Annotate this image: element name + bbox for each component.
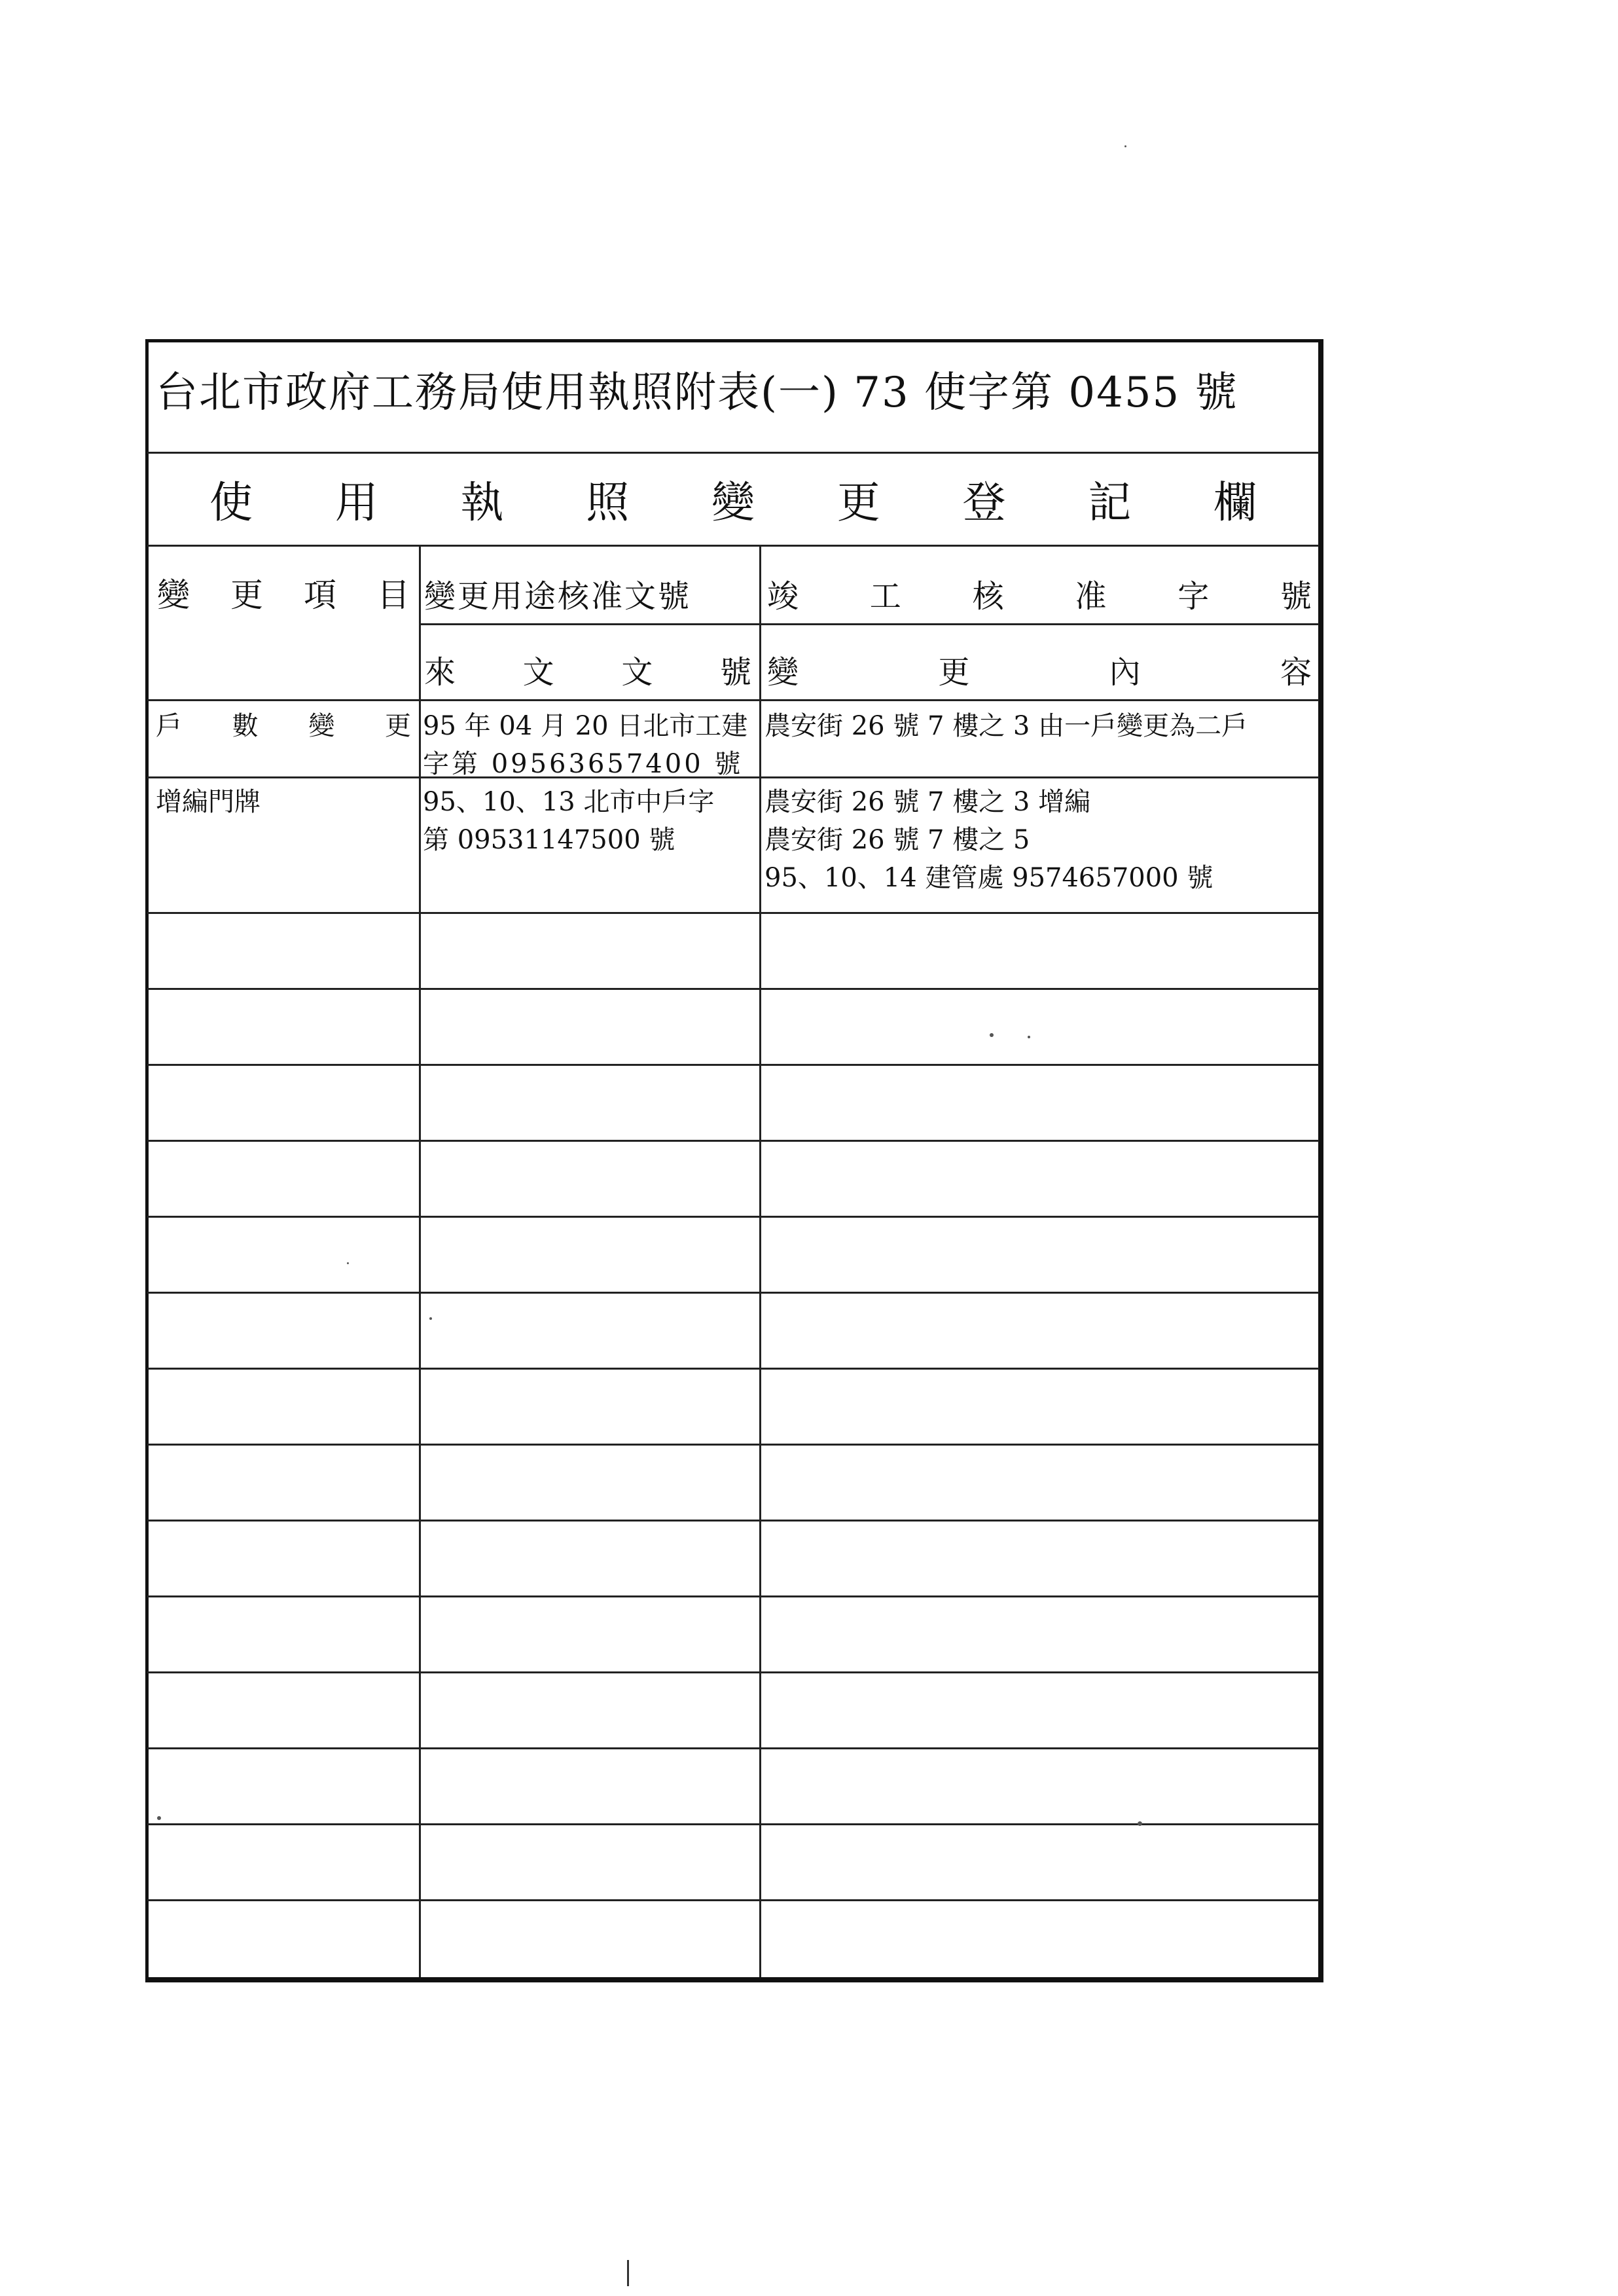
header-char: 核 (972, 578, 1004, 615)
row-2-change-item (156, 783, 261, 821)
header-char: 目 (377, 576, 410, 614)
subtitle-char: 登 (962, 477, 1006, 528)
scan-speck (347, 1262, 349, 1264)
header-char: 文 (522, 654, 554, 691)
rule-header-split (421, 623, 1319, 625)
scan-speck (990, 1033, 994, 1037)
column-divider-2 (759, 545, 761, 1977)
subtitle-char: 照 (586, 477, 630, 528)
subtitle-char: 變 (711, 477, 755, 528)
header-incoming-doc (424, 654, 751, 691)
row-1-change-content (764, 707, 1248, 745)
subtitle-char: 欄 (1214, 477, 1257, 528)
document-title: 台北市政府工務局使用執照附表(一) 73 使字第 0455 號 (156, 369, 1238, 417)
content-line: 農安街 26 號 7 樓之 3 增編 (764, 787, 1091, 817)
rule-row-6 (147, 1216, 1319, 1218)
rule-row-5 (147, 1140, 1319, 1142)
rule-under-subtitle (147, 545, 1319, 547)
header-char: 號 (1280, 578, 1312, 615)
subtitle-char: 用 (334, 477, 378, 528)
header-char: 內 (1109, 654, 1141, 691)
header-char: 容 (1280, 654, 1312, 691)
header-char: 變 (767, 654, 799, 691)
scan-speck (157, 1816, 161, 1820)
header-approval-doc: 變更用途核准文號 (424, 578, 692, 615)
header-char: 文 (621, 654, 653, 691)
header-char: 竣 (767, 578, 799, 615)
doc-line: 95、10、13 北市中戶字 (423, 787, 715, 817)
scan-speck (429, 1317, 432, 1320)
content-line: 95、10、14 建管處 9574657000 號 (764, 863, 1214, 893)
header-char: 工 (869, 578, 901, 615)
rule-row-15 (147, 1899, 1319, 1901)
header-change-item (157, 576, 410, 614)
subtitle-char: 執 (460, 477, 504, 528)
header-char: 准 (1075, 578, 1107, 615)
binding-tick-mark (627, 2260, 629, 2286)
header-char: 更 (938, 654, 970, 691)
rule-under-title (147, 452, 1319, 454)
section-subtitle (209, 477, 1257, 528)
scan-speck (1124, 145, 1126, 147)
header-char: 號 (719, 654, 751, 691)
content-line: 農安街 26 號 7 樓之 3 由一戶變更為二戶 (764, 711, 1248, 741)
subtitle-char: 使 (209, 477, 253, 528)
row-1-approval-doc (423, 707, 747, 783)
row-1-change-item (156, 707, 411, 745)
rule-row-2 (147, 912, 1319, 914)
subtitle-char: 更 (836, 477, 880, 528)
doc-line: 字第 09563657400 號 (423, 749, 744, 779)
scan-speck (1028, 1036, 1030, 1038)
rule-under-header (147, 699, 1319, 701)
scan-speck (1138, 1821, 1142, 1826)
rule-row-14 (147, 1823, 1319, 1825)
header-char: 更 (230, 576, 263, 614)
row-2-approval-doc (423, 783, 714, 859)
rule-row-11 (147, 1595, 1319, 1597)
header-completion-approval (767, 578, 1312, 615)
rule-row-8 (147, 1368, 1319, 1370)
header-char: 字 (1178, 578, 1210, 615)
rule-row-12 (147, 1671, 1319, 1673)
rule-row-10 (147, 1520, 1319, 1522)
rule-row-3 (147, 988, 1319, 990)
item-char: 變 (308, 711, 335, 741)
item-text: 增編門牌 (156, 787, 261, 817)
header-change-content (767, 654, 1312, 691)
doc-line: 95 年 04 月 20 日北市工建 (423, 711, 748, 741)
header-char: 項 (304, 576, 336, 614)
header-char: 變 (157, 576, 190, 614)
row-2-change-content (764, 783, 1213, 897)
rule-row-7 (147, 1292, 1319, 1294)
rule-row-13 (147, 1747, 1319, 1749)
column-divider-1 (419, 545, 421, 1977)
item-char: 更 (384, 711, 411, 741)
item-char: 戶 (156, 711, 182, 741)
subtitle-char: 記 (1088, 477, 1132, 528)
rule-row-4 (147, 1064, 1319, 1066)
doc-line: 第 09531147500 號 (423, 825, 675, 855)
header-char: 來 (424, 654, 456, 691)
rule-row-9 (147, 1444, 1319, 1446)
item-char: 數 (232, 711, 259, 741)
content-line: 農安街 26 號 7 樓之 5 (764, 825, 1030, 855)
